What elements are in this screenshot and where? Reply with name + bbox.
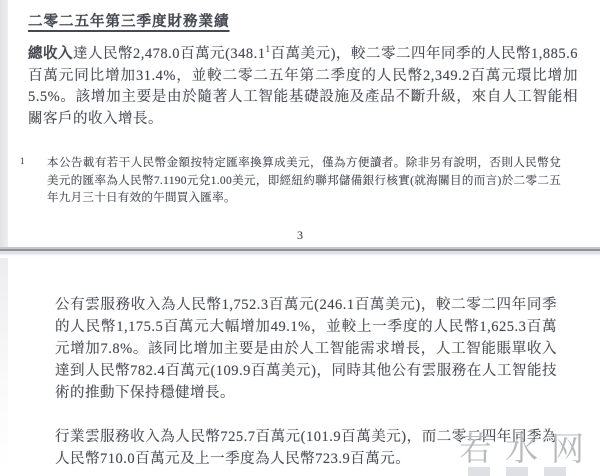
page-edge-shadow-top bbox=[0, 0, 8, 250]
page-break-divider bbox=[0, 247, 600, 259]
total-revenue-text-after-footnote: 百萬美元)，較二零二四年同季的人民幣1,885.6百萬元同比增加31.4%，並較二零二五年第二季度的人民幣2,349.2百萬元環比增加5.5%。該增加主要是由於隨著人工智能基礎設施及產品不斷升級，來自人工智能相關客戶的收入增長。 bbox=[28, 46, 579, 127]
footnote-text: 本公告載有若干人民幣金額按特定匯率換算成美元，僅為方便讀者。除非另有說明，否則人民幣兌美元的匯率為人民幣7.1190元兌1.00美元，即經紐約聯邦儲備銀行核實(就海關目的而言)於二零二五年九月三十日有效的午間買入匯率。 bbox=[47, 157, 561, 204]
industry-cloud-revenue-paragraph: 行業雲服務收入為人民幣725.7百萬元(101.9百萬美元)，而二零二四年同季為人民幣710.0百萬元及上一季度為人民幣723.9百萬元。 bbox=[55, 429, 557, 467]
site-watermark: 若水网 bbox=[459, 430, 597, 467]
watermark-subtext-fragment bbox=[544, 467, 566, 476]
watermark-subtext-fragment bbox=[506, 467, 528, 476]
total-revenue-text-before-footnote: 達人民幣2,478.0百萬元(348.1 bbox=[73, 46, 266, 62]
footnote-reference-superscript: 1 bbox=[265, 44, 271, 55]
divider-fade bbox=[0, 254, 600, 257]
page-edge-shadow-bottom bbox=[0, 258, 8, 473]
public-cloud-revenue-paragraph: 公有雲服務收入為人民幣1,752.3百萬元(246.1百萬美元)，較二零二四年同季的人民幣1,175.5百萬元大幅增加49.1%，並較上一季度的人民幣1,625.3百萬元增加7.8%。該同比增加主要是由於人工智能需求增長，人工智能賬單收入達到人民幣782.4百萬元(109.9百萬美元)，同時其他公有雲服務在人工智能技術的推動下保持穩健增長。 bbox=[55, 297, 557, 401]
section-title: 二零二五年第三季度財務業績 bbox=[28, 14, 230, 30]
watermark-subtext-clipped bbox=[468, 467, 566, 476]
footnote-marker: 1 bbox=[20, 156, 25, 166]
total-revenue-paragraph bbox=[28, 44, 578, 130]
total-revenue-lead: 總收入 bbox=[28, 46, 74, 62]
page-number: 3 bbox=[297, 228, 303, 242]
watermark-subtext-fragment bbox=[468, 467, 490, 476]
